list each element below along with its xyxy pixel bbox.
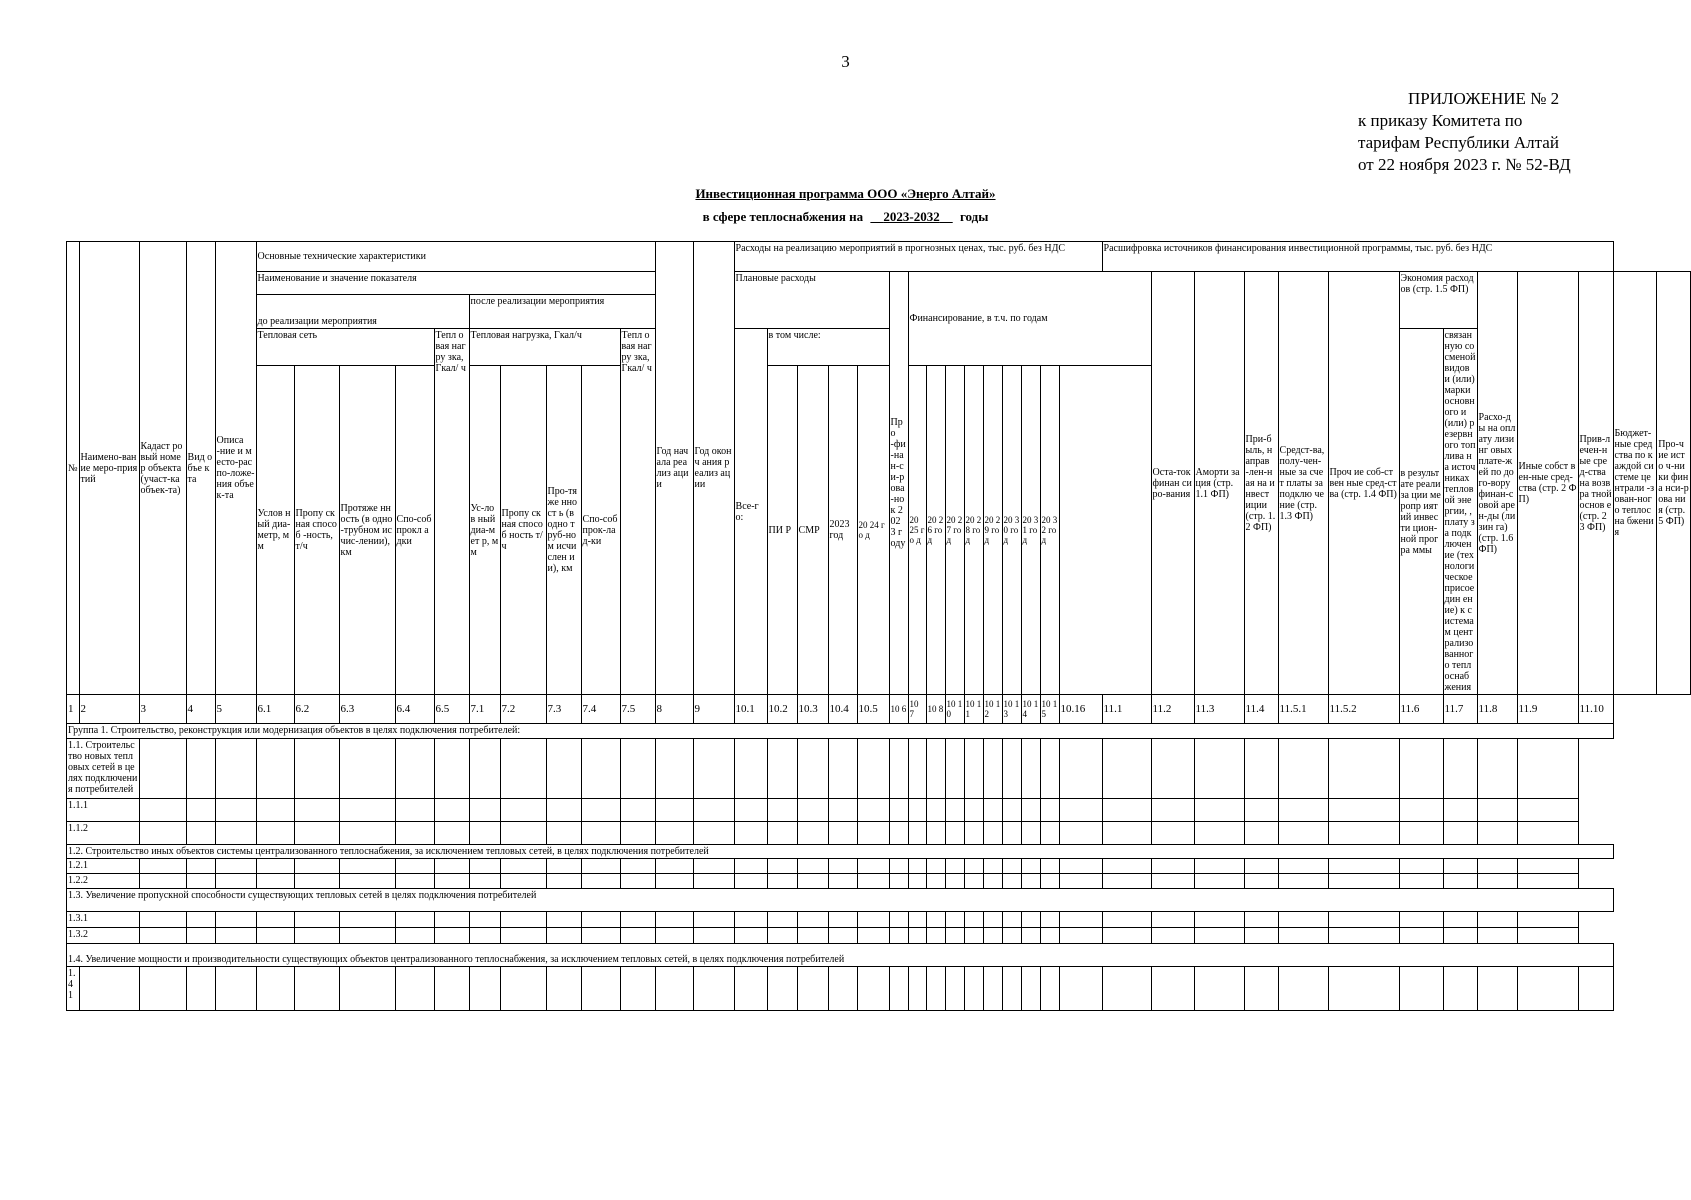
colnum: 11.10 <box>1578 695 1613 724</box>
col-2031: 20 31 го д <box>1021 366 1040 695</box>
colnum: 11.5.2 <box>1328 695 1399 724</box>
colnum: 11.8 <box>1477 695 1517 724</box>
col-financed-before: Про -фи-нан-си-рова -но к 202 3 году <box>889 272 908 695</box>
title-prefix: в сфере теплоснабжения на <box>702 209 864 224</box>
before-header: до реализации мероприятия <box>256 295 469 329</box>
col-2032: 20 32 го д <box>1040 366 1059 695</box>
colnum: 2 <box>79 695 139 724</box>
incl-header: в том числе: <box>767 329 889 366</box>
table-row <box>67 912 1691 928</box>
colnum: 10 15 <box>1040 695 1059 724</box>
table-row <box>67 967 1691 1011</box>
col-profit: При-быль, направ -лен-ная на инвест иции (стр. 1.2 ФП) <box>1244 272 1278 695</box>
col-method-after: Спо-соб прок-лад-ки <box>581 366 620 695</box>
colnum: 6.5 <box>434 695 469 724</box>
col-remaining: Оста-ток финан сиро-вания <box>1151 272 1194 695</box>
section-1-2-label: 1.2. Строительство иных объектов системы централизованного теплоснабжения, за исключением тепловых сетей, в целях подключения потребителей <box>67 845 1614 859</box>
col-2023: 2023 год <box>828 366 857 695</box>
section-1-1-row <box>67 739 1691 799</box>
colnum: 9 <box>693 695 734 724</box>
col-length-after: Про-тяже нност ь (в одно труб-ном исчи слен ии), км <box>546 366 581 695</box>
table-row <box>67 859 1691 874</box>
col-diameter-after: Ус-лов ный диа-мет р, мм <box>469 366 500 695</box>
colnum: 11.2 <box>1151 695 1194 724</box>
col-diameter-before: Услов ный диа-метр, мм <box>256 366 294 695</box>
table-row <box>67 799 1691 822</box>
col-savings-result: в результ ате реализа ции меропр иятий инвести цион-ной програ ммы <box>1399 329 1443 695</box>
col-heat-load-after: Тепл овая нагру зка, Гкал/ ч <box>620 329 655 695</box>
col-cadastral: Кадаст ровый номер объекта (участ-ка объек-та) <box>139 242 186 695</box>
title-years: 2023-2032 <box>883 209 940 224</box>
row-number: 1.2.2 <box>67 874 140 889</box>
costs-header: Расходы на реализацию мероприятий в прогнозных ценах, тыс. руб. без НДС <box>734 242 1102 272</box>
col-amortization: Аморти зация (стр. 1.1 ФП) <box>1194 272 1244 695</box>
appendix-line2: к приказу Комитета по <box>1358 111 1523 130</box>
colnum: 7.3 <box>546 695 581 724</box>
colnum: 3 <box>139 695 186 724</box>
colnum: 10.4 <box>828 695 857 724</box>
indicator-header: Наименование и значение показателя <box>256 272 655 295</box>
row-number: 1.2.1 <box>67 859 140 874</box>
document-title <box>0 182 1691 228</box>
colnum: 10 11 <box>964 695 983 724</box>
col-2028: 20 28 го д <box>964 366 983 695</box>
row-number: 1.3.1 <box>67 912 140 928</box>
after-header: после реализации мероприятия <box>469 295 655 329</box>
title-line2 <box>0 205 1691 228</box>
col-2030: 20 30 го д <box>1002 366 1021 695</box>
row-number: 1.3.2 <box>67 928 140 944</box>
appendix-line3: тарифам Республики Алтай <box>1358 133 1559 152</box>
savings-header: Экономия расходов (стр. 1.5 ФП) <box>1399 272 1477 329</box>
col-name: Наимено-вание меро-приятий <box>79 242 139 695</box>
row-number: 1. 4 1 <box>67 967 80 1011</box>
colnum: 10.2 <box>767 695 797 724</box>
col-smr: СМР <box>797 366 828 695</box>
col-budget: Бюджет-ные средства по каждой системе централи -зован-ного теплосна бжения <box>1613 272 1657 695</box>
col-other-own: Иные собст вен-ные сред-ства (стр. 2 ФП) <box>1517 272 1578 695</box>
col-own-funds: Проч ие соб-ствен ные сред-ства (стр. 1.4 ФП) <box>1328 272 1399 695</box>
group-1-label: Группа 1. Строительство, реконструкция или модернизация объектов в целях подключения потребителей: <box>67 724 1614 739</box>
colnum: 4 <box>186 695 215 724</box>
col-savings-fuel: связанную со сменой видов и (или) марки основного и (или) резервного топлива на источниках тепловой энергии, , плату за подключен ие (технологи ческое присоедин ение) к системам централизо ванного теплоснаб жения <box>1444 330 1476 693</box>
tech-characteristics-header: Основные технические характеристики <box>256 242 655 272</box>
colnum: 10 8 <box>926 695 945 724</box>
section-1-3-row <box>67 889 1691 912</box>
colnum: 11.3 <box>1194 695 1244 724</box>
col-2027: 20 27 го д <box>945 366 964 695</box>
table-row <box>67 928 1691 944</box>
colnum: 10.1 <box>734 695 767 724</box>
colnum: 11.5.1 <box>1278 695 1328 724</box>
section-1-4-row <box>67 944 1691 967</box>
col-year-end: Год оконч ания реализ ации <box>693 242 734 695</box>
colnum: 10.16 <box>1059 695 1102 724</box>
colnum: 7.4 <box>581 695 620 724</box>
col-other-sources: Про-чие исто ч-ники фина нси-рова ния (стр. 5 ФП) <box>1657 272 1691 695</box>
appendix-title: ПРИЛОЖЕНИЕ № 2 <box>1408 89 1560 108</box>
row-number: 1.1.1 <box>67 799 140 822</box>
col-kind: Вид объе кта <box>186 242 215 695</box>
col-leasing: Расхо-ды на оплату лизинг овых плате-жей по дого-вору финан-совой арен-ды (лизин га) (стр. 1.6 ФП) <box>1477 272 1517 695</box>
section-1-4-label: 1.4. Увеличение мощности и производительности существующих объектов централизованного теплоснабжения, за исключением тепловых сетей, в целях подключения потребителей <box>67 944 1614 967</box>
row-number: 1.1.2 <box>67 822 140 845</box>
colnum: 10 14 <box>1021 695 1040 724</box>
column-numbers-row <box>67 695 1691 724</box>
colnum: 6.4 <box>395 695 434 724</box>
col-year-start: Год начала реализ ации <box>655 242 693 695</box>
table-row <box>67 822 1691 845</box>
col-no: № <box>67 242 80 695</box>
sources-header: Расшифровка источников финансирования инвестиционной программы, тыс. руб. без НДС <box>1102 242 1613 272</box>
colnum: 10.5 <box>857 695 889 724</box>
colnum: 10 13 <box>1002 695 1021 724</box>
colnum: 7.1 <box>469 695 500 724</box>
col-capacity-before: Пропу скная способ -ность, т/ч <box>294 366 339 695</box>
colnum: 11.6 <box>1399 695 1443 724</box>
financing-by-years-header: Финансирование, в т.ч. по годам <box>908 272 1151 366</box>
planned-costs-header: Плановые расходы <box>734 272 889 329</box>
heat-net-before-header: Тепловая сеть <box>256 329 434 366</box>
col-method-before: Спо-соб прокл адки <box>395 366 434 695</box>
col-2025: 20 25 го д <box>908 366 926 695</box>
colnum: 6.3 <box>339 695 395 724</box>
col-2026: 20 26 го д <box>926 366 945 695</box>
colnum: 10 7 <box>908 695 926 724</box>
colnum: 6.2 <box>294 695 339 724</box>
title-line1: Инвестиционная программа ООО «Энерго Алтай» <box>695 186 996 201</box>
investment-program-table <box>66 241 1691 1011</box>
colnum: 7.2 <box>500 695 546 724</box>
table-row <box>67 874 1691 889</box>
colnum: 7.5 <box>620 695 655 724</box>
col-heat-load-before: Тепл овая нагру зка, Гкал/ ч <box>434 329 469 695</box>
colnum: 10.3 <box>797 695 828 724</box>
col-connection-fees: Средст-ва, полу-чен-ные за счет платы за подклю чение (стр. 1.3 ФП) <box>1278 272 1328 695</box>
section-1-1-label: 1.1. Строительство новых тепловых сетей в целях подключения потребителей <box>67 739 140 799</box>
colnum: 5 <box>215 695 256 724</box>
colnum: 6.1 <box>256 695 294 724</box>
title-suffix: годы <box>959 209 989 224</box>
section-1-2-row <box>67 845 1691 859</box>
col-pir: ПИ Р <box>767 366 797 695</box>
colnum: 1 <box>67 695 80 724</box>
col-capacity-after: Пропу скная способ ность т/ч <box>500 366 546 695</box>
page-number: 3 <box>841 52 850 71</box>
colnum: 11.4 <box>1244 695 1278 724</box>
colnum: 11.7 <box>1443 695 1477 724</box>
colnum: 8 <box>655 695 693 724</box>
appendix-line4: от 22 ноября 2023 г. № 52-ВД <box>1358 155 1571 174</box>
group-1-row <box>67 724 1691 739</box>
colnum: 11.9 <box>1517 695 1578 724</box>
col-description: Описа -ние и место-распо-ложе-ния объек-та <box>215 242 256 695</box>
col-2024: 20 24 го д <box>857 366 889 695</box>
colnum: 10 10 <box>945 695 964 724</box>
colnum: 10 6 <box>889 695 908 724</box>
col-2029: 20 29 го д <box>983 366 1002 695</box>
appendix-block <box>1358 88 1571 176</box>
colnum: 11.1 <box>1102 695 1151 724</box>
heat-load-after-header: Тепловая нагрузка, Гкал/ч <box>469 329 620 366</box>
col-total: Все-го: <box>734 329 767 695</box>
section-1-3-label: 1.3. Увеличение пропускной способности существующих тепловых сетей в целях подключения потребителей <box>67 889 1614 912</box>
col-borrowed: Прив-лечен-ные сред-ства на возвра тной основ е (стр. 23 ФП) <box>1578 272 1613 695</box>
colnum: 10 12 <box>983 695 1002 724</box>
col-length-before: Протяже нность (в одно-трубном исчис-лении), км <box>339 366 395 695</box>
